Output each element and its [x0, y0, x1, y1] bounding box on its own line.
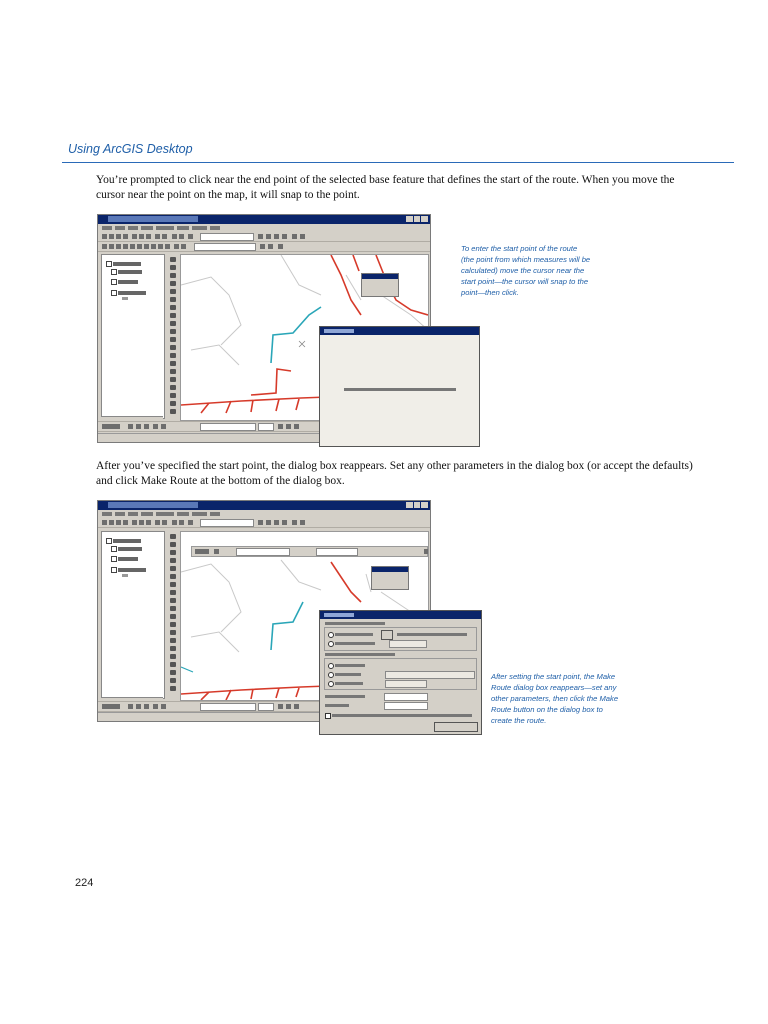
vertical-toolbar	[168, 254, 178, 419]
geometric-length-radio[interactable]	[328, 663, 334, 669]
caption-2: After setting the start point, the Make Route dialog box reappears—set any other parameters, then click the Make Route button on the dialog box to create the route.	[491, 672, 619, 725]
ignore-spatial-gaps-checkbox[interactable]	[325, 713, 331, 719]
floating-toolbar	[371, 566, 409, 590]
page-number: 224	[75, 877, 94, 889]
table-of-contents	[101, 254, 165, 419]
dialog-title-bar	[320, 327, 479, 335]
start-measure-input[interactable]	[384, 702, 428, 710]
make-route-dialog	[319, 610, 482, 735]
running-header-title: Using ArcGIS Desktop	[68, 142, 193, 156]
pick-point-button[interactable]	[381, 630, 393, 640]
caption-1: To enter the start point of the route (the point from which measures will be calculated) move the cursor near the start point—the cursor will snap to the point—then click.	[461, 244, 591, 297]
menu-bar	[98, 510, 430, 518]
menu-bar	[98, 224, 430, 232]
make-route-button[interactable]	[434, 722, 478, 732]
measure-field-radio[interactable]	[328, 672, 334, 678]
multiply-measures-input[interactable]	[384, 693, 428, 701]
instruction-paragraph-1: You’re prompted to click near the end point of the selected base feature that defines the start of the route. When you move the cursor near the point on the map, it will snap to the point.	[96, 174, 675, 201]
vertical-toolbar	[168, 531, 178, 699]
dialog-prompt-text	[344, 388, 456, 391]
start-point-group	[324, 627, 477, 651]
header-rule	[62, 162, 734, 163]
window-controls-icon	[406, 502, 428, 508]
window-title-bar	[98, 501, 430, 510]
instruction-paragraph-2: After you’ve specified the start point, the dialog box reappears. Set any other parameters in the dialog box (or accept the defaults) and click Make Route at the bottom of the dialog box.	[96, 460, 693, 487]
standard-toolbar	[98, 232, 430, 242]
from-to-measure-radio[interactable]	[328, 681, 334, 687]
window-title-bar	[98, 215, 430, 224]
dialog-title-bar	[320, 611, 481, 619]
floating-toolbar	[361, 273, 399, 297]
window-controls-icon	[406, 216, 428, 222]
make-route-prompt-dialog	[319, 326, 480, 447]
standard-toolbar	[98, 518, 430, 528]
measures-group	[324, 658, 477, 690]
table-of-contents	[101, 531, 165, 699]
click-start-point-radio[interactable]	[328, 632, 334, 638]
tools-toolbar	[98, 242, 430, 252]
use-coordinate-radio[interactable]	[328, 641, 334, 647]
